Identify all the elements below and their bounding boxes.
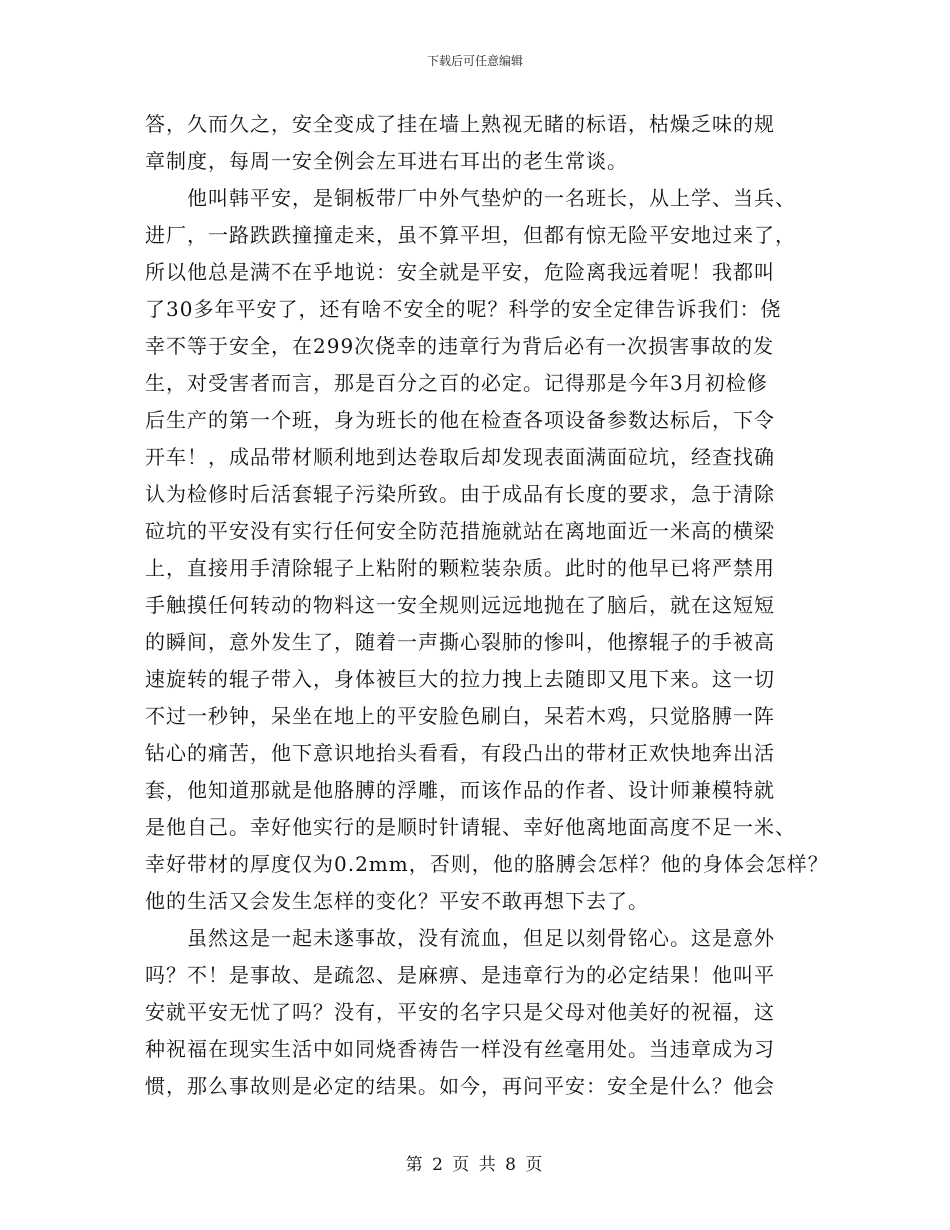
text-line: 砬坑的平安没有实行任何安全防范措施就站在离地面近一米高的横梁 (145, 519, 775, 543)
text-line: 所以他总是满不在乎地说：安全就是平安，危险离我远着呢！我都叫 (145, 260, 775, 284)
text-line: 的瞬间，意外发生了，随着一声撕心裂肺的惨叫，他擦辊子的手被高 (145, 630, 775, 654)
text-line: 安就平安无忧了吗？没有，平安的名字只是父母对他美好的祝福，这 (145, 1000, 775, 1024)
text-line: 钻心的痛苦，他下意识地抬头看看，有段凸出的带材正欢快地奔出活 (145, 741, 775, 765)
text-line: 幸好带材的厚度仅为0.2mm，否则，他的胳膊会怎样？他的身体会怎样？ (145, 852, 829, 876)
text-line: 生，对受害者而言，那是百分之百的必定。记得那是今年3月初检修 (145, 371, 768, 395)
text-line: 虽然这是一起未遂事故，没有流血，但足以刻骨铭心。这是意外 (187, 926, 775, 950)
page-number: 第 2 页 共 8 页 (405, 1155, 545, 1175)
text-line: 是他自己。幸好他实行的是顺时针请辊、幸好他离地面高度不足一米、 (145, 815, 796, 839)
text-line: 速旋转的辊子带入，身体被巨大的拉力拽上去随即又甩下来。这一切 (145, 667, 775, 691)
text-line: 吗？不！是事故、是疏忽、是麻痹、是违章行为的必定结果！他叫平 (145, 963, 775, 987)
text-line: 上，直接用手清除辊子上粘附的颗粒装杂质。此时的他早已将严禁用 (145, 556, 775, 580)
document-body (145, 106, 829, 1105)
text-line: 种祝福在现实生活中如同烧香祷告一样没有丝毫用处。当违章成为习 (145, 1037, 775, 1061)
text-line: 答，久而久之，安全变成了挂在墙上熟视无睹的标语，枯燥乏味的规 (145, 112, 775, 136)
text-line: 开车！，成品带材顺利地到达卷取后却发现表面满面砬坑，经查找确 (145, 445, 775, 469)
text-line: 进厂，一路跌跌撞撞走来，虽不算平坦，但都有惊无险平安地过来了， (145, 223, 796, 247)
text-line: 认为检修时后活套辊子污染所致。由于成品有长度的要求，急于清除 (145, 482, 775, 506)
text-line: 他的生活又会发生怎样的变化？平安不敢再想下去了。 (145, 889, 649, 913)
text-line: 了30多年平安了，还有啥不安全的呢？科学的安全定律告诉我们：侥 (145, 297, 782, 321)
text-line: 惯，那么事故则是必定的结果。如今，再问平安：安全是什么？他会 (145, 1074, 775, 1098)
text-line: 套，他知道那就是他胳膊的浮雕，而该作品的作者、设计师兼模特就 (145, 778, 775, 802)
text-line: 不过一秒钟，呆坐在地上的平安脸色刷白，呆若木鸡，只觉胳膊一阵 (145, 704, 775, 728)
text-line: 章制度，每周一安全例会左耳进右耳出的老生常谈。 (145, 149, 628, 173)
text-line: 手触摸任何转动的物料这一安全规则远远地抛在了脑后，就在这短短 (145, 593, 775, 617)
text-line: 幸不等于安全，在299次侥幸的违章行为背后必有一次损害事故的发 (145, 334, 775, 358)
page-header: 下载后可任意编辑 (426, 54, 523, 68)
text-line: 后生产的第一个班，身为班长的他在检查各项设备参数达标后，下令 (145, 408, 775, 432)
text-line: 他叫韩平安，是铜板带厂中外气垫炉的一名班长，从上学、当兵、 (187, 186, 796, 210)
